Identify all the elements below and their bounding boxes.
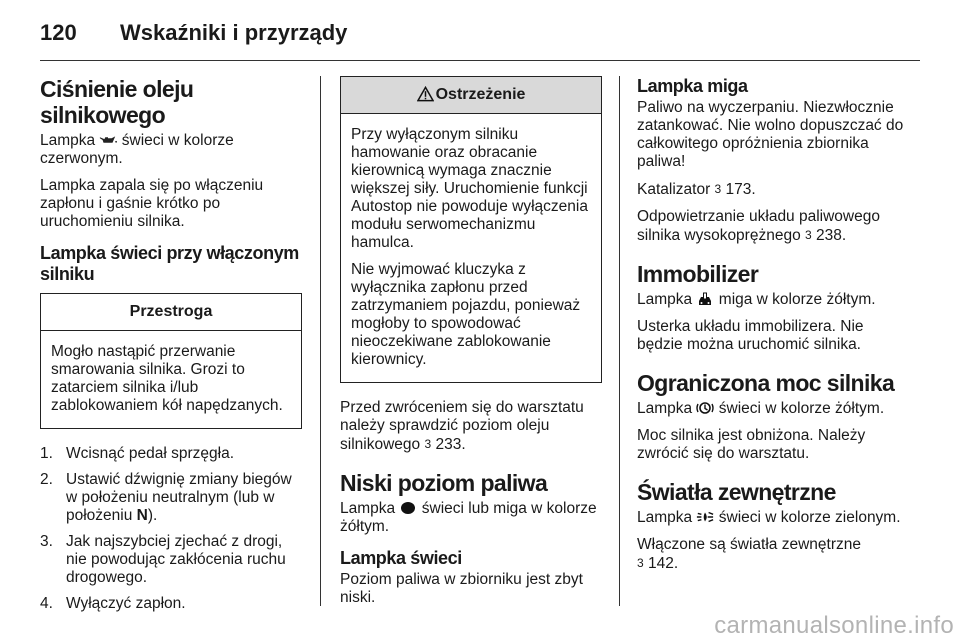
- caution-text: Mogło nastąpić przerwanie smarowania silnika. Grozi to zatarciem silnika i/lub zablokowaniem kół napędzanych.: [51, 343, 283, 414]
- steps-list: [40, 445, 302, 613]
- text: Odpowietrzanie układu paliwowego silnika wysokoprężnego: [637, 208, 880, 244]
- engine-power-icon: [696, 401, 714, 415]
- page-number: 120: [40, 20, 77, 45]
- column-1: [40, 76, 302, 621]
- text: Lampka: [340, 500, 396, 517]
- page-header: [0, 0, 960, 58]
- heading-lamp-lit: Lampka świeci: [340, 548, 462, 568]
- warning-body: [341, 114, 601, 382]
- text: Włączone są światła zewnętrzne: [637, 536, 861, 553]
- heading-immobilizer: Immobilizer: [637, 261, 759, 287]
- paragraph: [340, 500, 602, 536]
- list-item: [40, 533, 302, 587]
- column-divider: [619, 76, 620, 606]
- text: miga w kolorze żółtym.: [718, 291, 876, 308]
- text: Katalizator: [637, 181, 711, 198]
- reference-arrow-icon: 3: [637, 556, 644, 570]
- text: świeci w kolorze żółtym.: [718, 400, 885, 417]
- heading-lamp-running: Lampka świeci przy włączonym silniku: [40, 243, 299, 284]
- reference-arrow-icon: 3: [714, 182, 722, 196]
- gear-n: N: [136, 507, 148, 524]
- fuel-lamp-icon: [399, 501, 417, 515]
- paragraph: Paliwo na wyczerpaniu. Niezwłocznie zatankować. Nie wolno dopuszczać do całkowitego opróżnienia zbiornika paliwa!: [637, 99, 904, 170]
- text: Lampka: [637, 509, 693, 526]
- heading-reduced-power: Ograniczona moc silnika: [637, 370, 895, 396]
- heading-exterior-lights: Światła zewnętrzne: [637, 479, 836, 505]
- column-3: [637, 76, 905, 582]
- step-text: Ustawić dźwignię zmiany biegów w położeniu neutralnym (lub w położeniu: [66, 471, 292, 524]
- step-text: Wyłączyć zapłon.: [66, 595, 186, 612]
- paragraph: [637, 208, 905, 245]
- caution-title: Przestroga: [41, 294, 301, 331]
- chapter-title: Wskaźniki i przyrządy: [120, 20, 348, 45]
- paragraph: [637, 180, 905, 199]
- text: świeci w kolorze czerwonym.: [40, 132, 234, 167]
- column-2: [340, 76, 602, 616]
- column-divider: [320, 76, 321, 606]
- warning-title-bar: [341, 77, 601, 114]
- oil-can-icon: [99, 133, 117, 147]
- list-item: [40, 445, 302, 463]
- paragraph: Lampka zapala się po włączeniu zapłonu i gaśnie krótko po uruchomieniu silnika.: [40, 177, 264, 230]
- warning-triangle-icon: [417, 86, 434, 102]
- step-number: 2.: [40, 471, 53, 488]
- step-number: 4.: [40, 595, 53, 612]
- step-number: 1.: [40, 445, 53, 462]
- page-reference: 238.: [816, 227, 847, 244]
- key-car-icon: [696, 292, 714, 306]
- heading-low-fuel: Niski poziom paliwa: [340, 470, 548, 496]
- paragraph: Usterka układu immobilizera. Nie będzie można uruchomić silnika.: [637, 318, 864, 353]
- step-text: Wcisnąć pedał sprzęgła.: [66, 445, 234, 462]
- warning-box: [340, 76, 602, 383]
- heading-oil-pressure: Ciśnienie oleju silnikowego: [40, 76, 194, 128]
- warning-text: Przy wyłączonym silniku hamowanie oraz obracanie kierownicą wymaga znacznie większej siły. Uruchomienie funkcji Autostop nie powoduje wyłączenia modułu serwomechanizmu hamulca.: [351, 126, 588, 251]
- paragraph: [637, 536, 905, 573]
- caution-box: [40, 293, 302, 429]
- text: Lampka: [637, 400, 693, 417]
- exterior-lights-icon: [696, 510, 714, 524]
- heading-lamp-flashes: Lampka miga: [637, 76, 748, 96]
- warning-text: Nie wyjmować kluczyka z wyłącznika zapłonu przed zatrzymaniem pojazdu, ponieważ mogłoby to spowodować nieoczekiwane zablokowanie kierownicy.: [351, 261, 581, 368]
- step-text: ).: [147, 507, 158, 524]
- paragraph: [637, 291, 905, 309]
- page-reference: 173.: [725, 181, 756, 198]
- reference-arrow-icon: 3: [424, 437, 432, 451]
- text: Lampka: [40, 132, 96, 149]
- text: świeci w kolorze zielonym.: [718, 509, 901, 526]
- paragraph: [340, 399, 602, 454]
- step-text: Jak najszybciej zjechać z drogi, nie powodując zakłócenia ruchu drogowego.: [66, 533, 286, 586]
- reference-arrow-icon: 3: [805, 228, 812, 242]
- caution-body: [41, 331, 301, 428]
- watermark: carmanualsonline.info: [714, 612, 954, 639]
- step-number: 3.: [40, 533, 53, 550]
- paragraph: [637, 400, 905, 418]
- text: Przed zwróceniem się do warsztatu należy sprawdzić poziom oleju silnikowego: [340, 399, 584, 453]
- list-item: [40, 471, 302, 525]
- text: Lampka: [637, 291, 693, 308]
- page-reference: 233.: [435, 436, 466, 453]
- paragraph: Poziom paliwa w zbiorniku jest zbyt niski.: [340, 571, 583, 606]
- paragraph: [637, 509, 905, 527]
- warning-title: Ostrzeżenie: [435, 86, 526, 103]
- list-item: [40, 595, 302, 613]
- page-reference: 142.: [648, 555, 679, 572]
- text: świeci lub miga w kolorze żółtym.: [340, 500, 597, 535]
- paragraph: Moc silnika jest obniżona. Należy zwrócić się do warsztatu.: [637, 427, 866, 462]
- paragraph: [40, 132, 302, 168]
- header-rule: [40, 60, 920, 61]
